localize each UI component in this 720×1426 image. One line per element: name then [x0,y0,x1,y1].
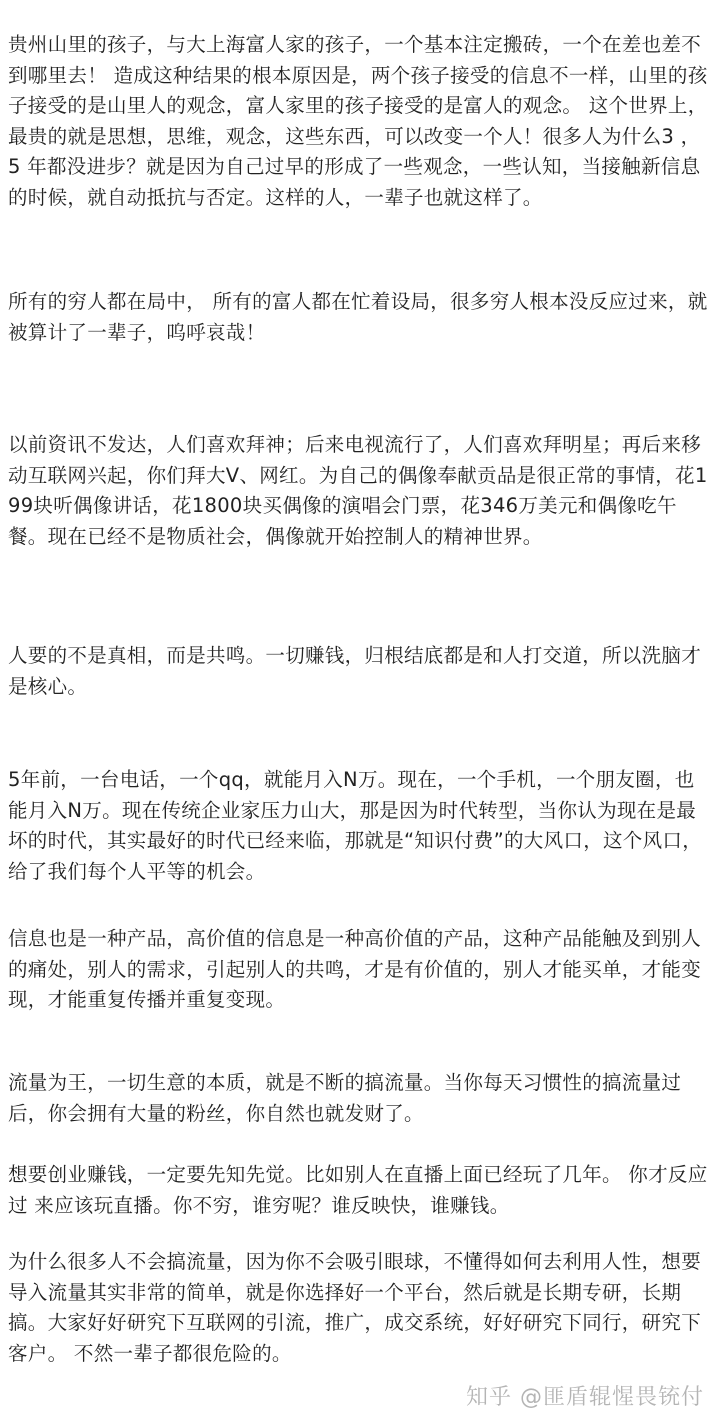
paragraph-9: 为什么很多人不会搞流量，因为你不会吸引眼球，不懂得如何去利用人性，想要导入流量其实非常的简单，就是你选择好一个平台，然后就是长期专研，长期搞。大家好好研究下互联网的引流，推广，成交系统，好好研究下同行，研究下客户。 不然一辈子都很危险的。 [8,1250,702,1365]
zhihu-watermark: 知乎 @匪盾辊惺畏铳付 [466,1385,704,1410]
paragraph-6: 信息也是一种产品，高价值的信息是一种高价值的产品，这种产品能触及到别人的痛处，别人的需求，引起别人的共鸣，才是有价值的，别人才能买单，才能变现，才能重复传播并重复变现。 [8,927,702,1011]
paragraph-7: 流量为王，一切生意的本质，就是不断的搞流量。当你每天习惯性的搞流量过后，你会拥有大量的粉丝，你自然也就发财了。 [8,1071,682,1125]
paragraph-1: 贵州山里的孩子，与大上海富人家的孩子，一个基本注定搬砖，一个在差也差不到哪里去！ 造成这种结果的根本原因是，两个孩子接受的信息不一样，山里的孩子接受的是山里人的观念，富人家里的孩子接受的是富人的观念。 这个世界上，最贵的就是思想，思维，观念，这些东西，可以改变一个人！很多人为什么3 ，5 年都没进步？就是因为自己过早的形成了一些观念，一些认知，当接触新信息的时候，就自动抵抗与否定。这样的人，一辈子也就这样了。 [8,33,708,209]
paragraph-2: 所有的穷人都在局中， 所有的富人都在忙着设局，很多穷人根本没反应过来，就被算计了一辈子，呜呼哀哉！ [8,290,708,344]
paragraph-3: 以前资讯不发达，人们喜欢拜神；后来电视流行了，人们喜欢拜明星；再后来移动互联网兴起，你们拜大V、网红。为自己的偶像奉献贡品是很正常的事情，花199块听偶像讲话，花1800块买偶像的演唱会门票，花346万美元和偶像吃午餐。现在已经不是物质社会，偶像就开始控制人的精神世界。 [8,433,708,548]
paragraph-8: 想要创业赚钱，一定要先知先觉。比如别人在直播上面已经玩了几年。 你才反应过 来应该玩直播。你不穷，谁穷呢？谁反映快，谁赚钱。 [8,1163,708,1217]
paragraph-5: 5年前，一台电话，一个qq，就能月入N万。现在，一个手机，一个朋友圈，也能月入N万。现在传统企业家压力山大，那是因为时代转型，当你认为现在是最坏的时代，其实最好的时代已经来临，那就是“知识付费”的大风口，这个风口，给了我们每个人平等的机会。 [8,768,703,883]
paragraph-4: 人要的不是真相，而是共鸣。一切赚钱，归根结底都是和人打交道，所以洗脑才是核心。 [8,644,702,698]
